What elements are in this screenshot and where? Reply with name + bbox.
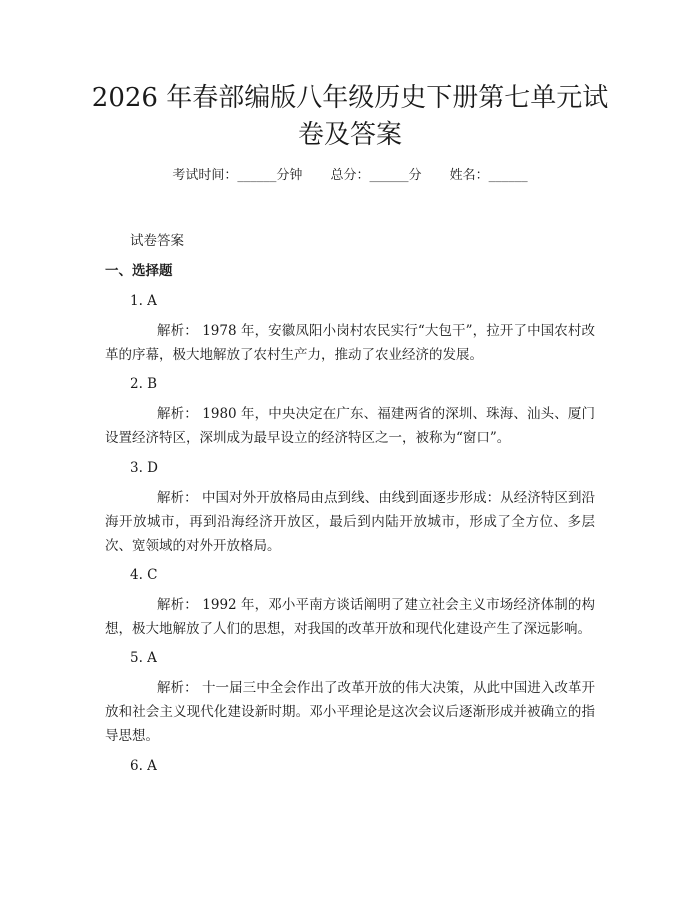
answer-2: 2. B [130, 376, 158, 392]
section-heading: 一、选择题 [105, 263, 173, 279]
student-name: 姓名：______ [449, 168, 528, 183]
explanation-4: 解析： 1992 年，邓小平南方谈话阐明了建立社会主义市场经济体制的构想，极大地解放了人们的思想，对我国的改革开放和现代化建设产生了深远影响。 [105, 597, 595, 637]
exam-meta [0, 166, 700, 186]
explanation-3: 解析： 中国对外开放格局由点到线、由线到面逐步形成：从经济特区到沿海开放城市，再到沿海经济开放区，最后到内陆开放城市，形成了全方位、多层次、宽领域的对外开放格局。 [105, 490, 595, 554]
answer-5: 5. A [130, 650, 157, 666]
explanation-5: 解析： 十一届三中全会作出了改革开放的伟大决策，从此中国进入改革开放和社会主义现代化建设新时期。邓小平理论是这次会议后逐渐形成并被确立的指导思想。 [105, 680, 595, 744]
title-line-1: 2026 年春部编版八年级历史下册第七单元试 [91, 83, 609, 113]
exam-time: 考试时间：______分钟 [172, 168, 303, 183]
answers-label: 试卷答案 [130, 233, 184, 249]
answer-4: 4. C [130, 567, 158, 583]
explanation-2: 解析： 1980 年，中央决定在广东、福建两省的深圳、珠海、汕头、厦门设置经济特区，深圳成为最早设立的经济特区之一，被称为“窗口”。 [105, 406, 595, 446]
page-title [90, 80, 610, 154]
answer-3: 3. D [130, 460, 158, 476]
explanation-1: 解析： 1978 年，安徽凤阳小岗村农民实行“大包干”，拉开了中国农村改革的序幕，极大地解放了农村生产力，推动了农业经济的发展。 [105, 323, 595, 363]
answer-6: 6. A [130, 758, 157, 774]
total-score: 总分：______分 [330, 168, 422, 183]
answer-1: 1. A [130, 293, 157, 309]
title-line-2: 卷及答案 [297, 120, 402, 150]
